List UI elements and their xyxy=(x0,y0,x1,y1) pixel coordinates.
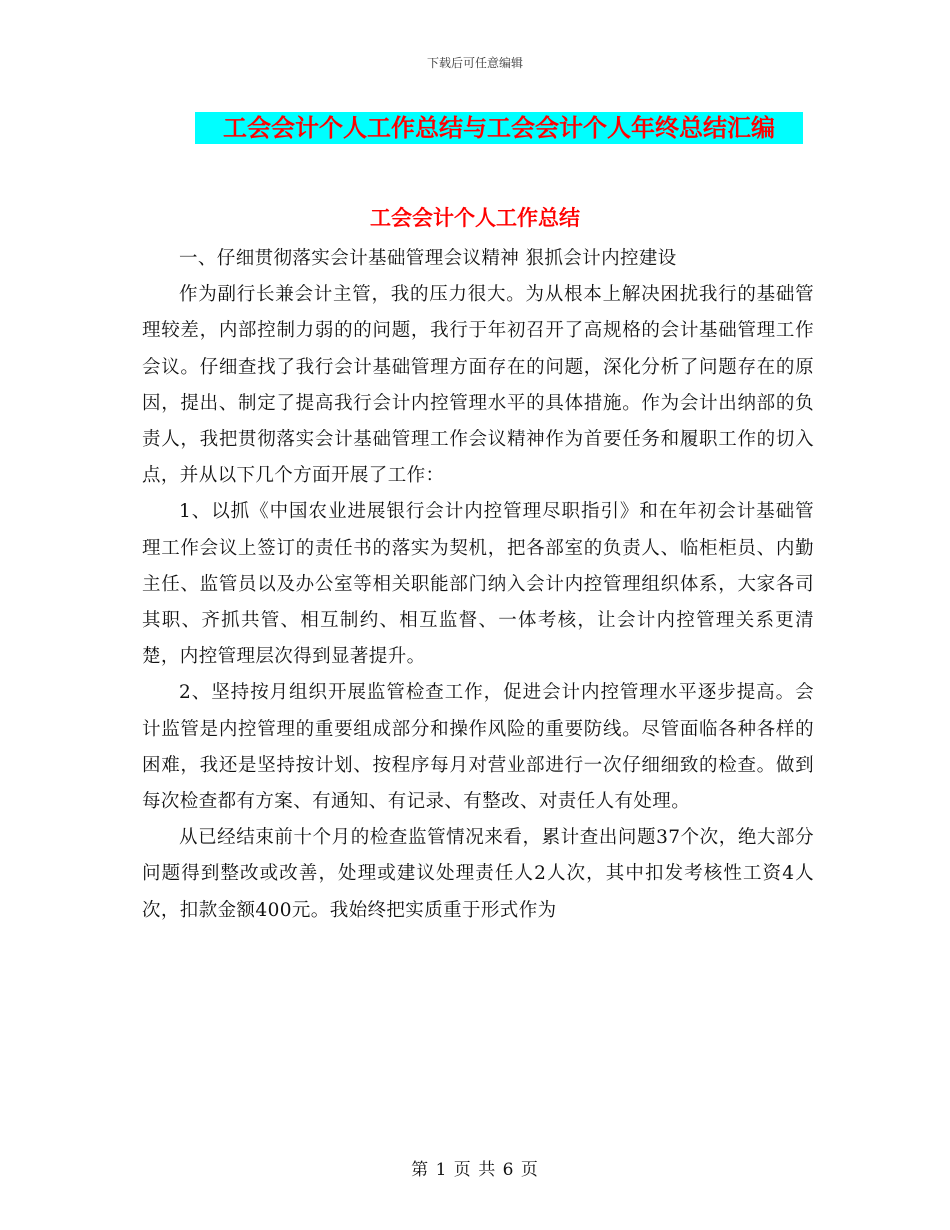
paragraph: 从已经结束前十个月的检查监管情况来看，累计查出问题37个次，绝大部分问题得到整改或改善，处理或建议处理责任人2人次，其中扣发考核性工资4人次，扣款金额400元。我始终把实质重于形式作为 xyxy=(142,827,814,921)
document-body xyxy=(142,241,814,929)
paragraph: 2、坚持按月组织开展监管检查工作，促进会计内控管理水平逐步提高。会计监管是内控管理的重要组成部分和操作风险的重要防线。尽管面临各种各样的困难，我还是坚持按计划、按程序每月对营业部进行一次仔细细致的检查。做到每次检查都有方案、有通知、有记录、有整改、对责任人有处理。 xyxy=(142,682,814,813)
document-title-highlight xyxy=(195,112,803,144)
document-title: 工会会计个人工作总结与工会会计个人年终总结汇编 xyxy=(223,114,775,142)
section-title: 工会会计个人工作总结 xyxy=(370,206,580,230)
page-header-note: 下载后可任意编辑 xyxy=(426,56,523,70)
paragraph-heading: 一、仔细贯彻落实会计基础管理会议精神 狠抓会计内控建设 xyxy=(179,248,677,269)
paragraph: 1、以抓《中国农业进展银行会计内控管理尽职指引》和在年初会计基础管理工作会议上签订的责任书的落实为契机，把各部室的负责人、临柜柜员、内勤主任、监管员以及办公室等相关职能部门纳入会计内控管理组织体系，大家各司其职、齐抓共管、相互制约、相互监督、一体考核，让会计内控管理关系更清楚，内控管理层次得到显著提升。 xyxy=(142,501,814,668)
paragraph: 作为副行长兼会计主管，我的压力很大。为从根本上解决困扰我行的基础管理较差，内部控制力弱的的问题，我行于年初召开了高规格的会计基础管理工作会议。仔细查找了我行会计基础管理方面存在的问题，深化分析了问题存在的原因，提出、制定了提高我行会计内控管理水平的具体措施。作为会计出纳部的负责人，我把贯彻落实会计基础管理工作会议精神作为首要任务和履职工作的切入点，并从以下几个方面开展了工作： xyxy=(142,284,814,487)
page-number-footer: 第 1 页 共 6 页 xyxy=(411,1160,539,1180)
